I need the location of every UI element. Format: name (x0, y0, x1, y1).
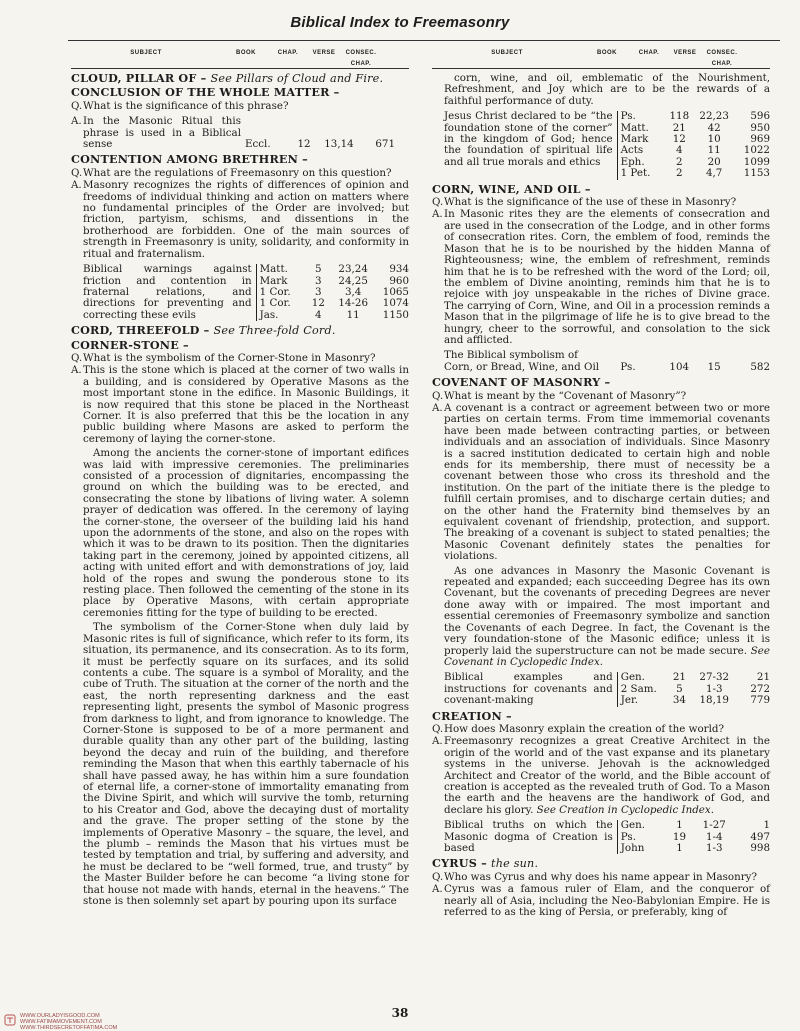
ref-book: Ps. (620, 360, 636, 373)
entry-title: CLOUD, PILLAR OF – (71, 71, 207, 85)
see-reference: See Creation in Cyclopedic Index. (536, 803, 714, 816)
ref-consec: 1150 (382, 308, 409, 321)
ref-verse: 3,4 (344, 285, 362, 298)
header-chap: CHAP. (638, 50, 660, 56)
column-header (432, 48, 770, 69)
ref-book: Gen. (617, 820, 666, 831)
entry-conclusion-title: CONCLUSION OF THE WHOLE MATTER – (71, 85, 340, 100)
ref-desc-line: The Biblical symbolism of (444, 349, 578, 362)
ref-chap: 5 (676, 682, 683, 695)
ref-consec: 21 (756, 671, 770, 684)
paragraph (444, 566, 770, 669)
ref-consec: 950 (750, 121, 770, 134)
ref-book: 1 Cor. (256, 298, 305, 309)
ref-verse: 11 (707, 144, 721, 157)
answer: A. Cyrus was a famous ruler of Elam, and the conqueror of nearly all of Asia, including the Neo-Babylonian Empire. He is referred to as the king of Persia, or preferably, king of (432, 883, 770, 919)
header-verse: VERSE (312, 50, 336, 56)
ref-verse: 4,7 (705, 167, 723, 180)
ref-consec: 1074 (382, 297, 409, 310)
ref-book: 2 Sam. (617, 684, 666, 695)
ref-chap: 21 (672, 121, 686, 134)
ref-consec: 1153 (743, 167, 770, 180)
answer: A. A covenant is a contract or agreement between two or more parties on certain terms. From time immemorial covenants have been made between contracting parties, or between individuals and an association of individuals. Since Masonry is a sacred institution dedicated to certain high and noble ends for its membership, there must of necessity be a covenant between those who cross its threshold and the institution. On the part of the initiate there is the pledge to fulfill certain promises, and to discharge certain duties; and on the other hand the Fraternity bind themselves by an equivalent covenant of friendship, protection, and support. The breaking of a covenant is subject to stated penalties; the Masonic Covenant definitely states the penalties for violations. (432, 401, 770, 563)
entry-creation-title: CREATION – (432, 708, 512, 723)
header-verse: VERSE (673, 50, 697, 56)
ref-verse: 1-3 (705, 682, 723, 695)
see-reference: See Covenant in Cyclopedic Index. (444, 644, 770, 668)
ref-verse: 1-27 (702, 819, 726, 832)
ref-verse: 1-3 (705, 842, 723, 854)
ref-consec: 1065 (382, 285, 409, 298)
ref-book: Jer. (617, 695, 666, 706)
ref-book: John (617, 843, 666, 854)
ref-consec: 934 (389, 263, 409, 276)
ref-book: Acts (617, 145, 666, 156)
ref-verse: 13,14 (324, 138, 354, 151)
ref-verse: 10 (707, 133, 721, 146)
ref-chap: 4 (676, 144, 683, 157)
ref-consec: 272 (750, 682, 770, 695)
header-consec: CONSEC. CHAP. (345, 50, 377, 68)
running-title: Biblical Index to Freemasonry (290, 14, 510, 31)
ref-book: Jas. (256, 310, 305, 321)
entry-cord (71, 325, 409, 336)
reference-table (83, 264, 409, 321)
ref-book: Mark (256, 276, 305, 287)
ref-chap: 104 (669, 360, 690, 373)
entry-cloud (71, 73, 409, 84)
ref-book: 1 Pet. (617, 168, 666, 179)
ref-verse: 1-4 (705, 830, 723, 843)
watermark-logo-icon (4, 1014, 16, 1026)
ref-chap: 118 (669, 110, 690, 123)
ref-verse: 27-32 (699, 671, 730, 684)
ref-verse: 11 (346, 308, 360, 321)
ref-book: Mark (617, 134, 666, 145)
reference-table (444, 111, 770, 179)
ref-verse: 14-26 (338, 297, 368, 310)
ref-book: 1 Cor. (256, 287, 305, 298)
entry-cyrus (432, 858, 770, 869)
ref-consec: 960 (389, 274, 409, 287)
entry-covenant-title: COVENANT OF MASONRY – (432, 375, 611, 390)
ref-verse: 42 (707, 121, 721, 134)
ref-consec: 1099 (743, 155, 770, 168)
question: Q. How does Masonry explain the creation of the world? (432, 722, 724, 735)
ref-chap: 19 (672, 830, 687, 843)
answer: A. Masonry recognizes the rights of differences of opinion and freedoms of individual thinking and action on matters where no fundamental principles of the Order are involved; but friction, partyism, schisms, and dissentions in the brotherhood are forbidden. One of the main sources of strength in Freemasonry is unity, solidarity, and conformity in ritual and fraternalism. (71, 179, 409, 260)
ref-book: Matt. (256, 264, 305, 275)
answer-text: Freemasonry recognizes a great Creative Architect in the origin of the world and of the vast expanse and its planetary systems in the universe. Jehovah is the acknowledged Architect and Creator of the world, and the Bible account of creation is accepted as the revealed truth of God. To a Mason the earth and the heavens are the handiwork of God, and declare his glory. (444, 735, 770, 816)
header-subject: SUBJECT (130, 50, 162, 56)
ref-chap: 3 (315, 285, 322, 298)
reference-table: A. In the Masonic Ritual this phrase is used in a Biblical sense Eccl. 12 13,14 671 (71, 115, 395, 151)
paragraph: The symbolism of the Corner-Stone when duly laid by Masonic rites is full of significance, which refer to its form, its situation, its permanence, and its consecration. As to its form, it must be perfectly square on its surfaces, and its solid contents a cube. The square is a symbol of Morality, and the cube of Truth. The situation at the corner of the north and the east, the north representing darkness and the east representing light, presents the symbol of Masonic progress from darkness to light, and from ignorance to knowledge. The Corner-Stone is supposed to be of a more permanent and durable quality than any other part of the building, lasting beyond the decay and ruin of the building, and therefore reminding the Mason that when this earthly tabernacle of his shall have passed away, he has within him a sure foundation of eternal life, a corner-stone of immortality emanating from the Divine Spirit, and which will survive the tomb, returning to his Creator and God, above the decaying dust of mortality and the grave. The proper setting of the stone by the implements of Operative Masonry – the square, the level, and the plumb – reminds the Mason that his virtues must be tested by temptation and trial, by suffering and adversity, and he must be declared to be “well formed, true, and trusty” by the Master Builder before he can become “a living stone for that house not made with hands, eternal in the heavens.” The stone is then solemnly set apart by pouring upon its surface (83, 621, 409, 908)
answer: A. In Masonic rites they are the elements of consecration and are used in the consecration of the Lodge, and in other forms of consecration rites. Corn, the emblem of food, reminds the Mason that he is to be nourished by the hidden Manna of Righteousness; wine, the emblem of refreshment, reminds him that he is to be refreshed with the word of the Lord; oil, the emblem of Divine anointing, reminds him that he is to rejoice with joy unspeakable in the riches of Divine grace. The carrying of Corn, Wine, and Oil in a procession reminds a Mason that in the pilgrimage of life he is to give bread to the hungry, cheer to the sorrowful, and consolation to the sick and afflicted. (432, 208, 770, 346)
ref-consec: 1022 (743, 144, 770, 157)
ref-chap: 3 (315, 274, 322, 287)
ref-book: Eccl. (245, 138, 271, 151)
entry-contention-title: CONTENTION AMONG BRETHREN – (71, 152, 308, 167)
answer: A. This is the stone which is placed at the corner of two walls in a building, and is considered by Operative Masons as the most important stone in the edifice. In Masonic Buildings, it is now required that this stone be placed in the Northeast Corner. It is also preferred that this be the location in any public building where Masons are asked to perform the ceremony of laying the corner-stone. (71, 364, 409, 445)
answer: In the Masonic Ritual this phrase is used in a Biblical sense (83, 115, 241, 151)
entry-see: See Three-fold Cord. (213, 324, 336, 338)
ref-chap: 12 (297, 138, 311, 151)
ref-description (444, 350, 617, 373)
entry-see: the sun. (491, 857, 539, 871)
ref-verse: 23,24 (338, 263, 368, 276)
ref-consec: 779 (750, 694, 770, 707)
ref-chap: 12 (672, 133, 686, 146)
answer: A. Freemasonry recognizes a great Creative Architect in the origin of the world and of the vast expanse and its planetary systems in the universe. Jehovah is the acknowledged Architect and Creator of the world, and the Bible account of creation is accepted as the revealed truth of God. To a Mason the earth and the heavens are the handiwork of God, and declare his glory. See Creation in Cyclopedic Index. (432, 735, 770, 816)
right-column (432, 48, 770, 919)
ref-chap: 5 (315, 263, 322, 276)
entry-title: CYRUS – (432, 856, 487, 871)
ref-chap: 34 (672, 694, 686, 707)
left-column (71, 48, 409, 910)
ref-description: Biblical truths on which the Masonic dogma of Creation is based (444, 819, 613, 854)
ref-consec: 998 (750, 842, 770, 854)
watermark-line[interactable]: WWW.THIRDSECRETOFFATIMA.COM (20, 1025, 118, 1031)
paragraph: Among the ancients the corner-stone of important edifices was laid with impressive ceremonies. The preliminaries consisted of a procession of dignitaries, encompassing the ground on which the building was to be erected, and consecrating the stone by libations of living water. A solemn prayer of dedication was offered. In the ceremony of laying the corner-stone, the overseer of the building laid his hand upon the adornments of the stone, and also on the ropes with which it was to be drawn to its position. Then the dignitaries taking part in the ceremony, joined by appointed citizens, all acting with united effort and with demonstrations of joy, laid hold of the ropes and swung the ponderous stone to its resting place. Then followed the cementing of the stone in its place by Operative Masons, with certain appropriate ceremonies fitting for the type of building to be erected. (83, 447, 409, 619)
ref-book: Matt. (617, 123, 666, 134)
ref-consec: 969 (750, 133, 770, 146)
ref-chap: 1 (676, 842, 683, 854)
paragraph-text: As one advances in Masonry the Masonic Covenant is repeated and expanded; each succeeding Degree has its own Covenant, but the covenants of preceding Degrees are never done away with or impaired. The most important and essential ceremonies of Freemasonry symbolize and sanction the Covenants of each Degree. In fact, the Covenant is the very foundation-stone of the Masonic edifice; unless it is properly laid the superstructure can not be made secure. (444, 564, 770, 657)
ref-chap: 2 (676, 155, 683, 168)
entry-title: CORD, THREEFOLD – (71, 323, 210, 338)
header-consec: CONSEC. CHAP. (706, 50, 738, 68)
ref-chap: 4 (315, 308, 322, 321)
ref-chap: 12 (311, 297, 325, 310)
watermark (20, 1013, 117, 1031)
watermark-line[interactable]: WWW.OURLADYISGOOD.COM (20, 1013, 100, 1019)
column-header (71, 48, 409, 69)
ref-consec: 671 (375, 138, 395, 151)
watermark-line[interactable]: WWW.FATIMAMOVEMENT.COM (20, 1019, 102, 1025)
ref-desc-line: Corn, or Bread, Wine, and Oil (444, 360, 600, 373)
title-rule (68, 40, 780, 41)
ref-chap: 2 (676, 167, 683, 180)
ref-verse: 15 (707, 360, 721, 373)
reference-table (444, 820, 770, 854)
ref-book: Gen. (617, 672, 666, 683)
ref-book: Eph. (617, 157, 666, 168)
header-book: BOOK (597, 50, 617, 56)
entry-corn-title: CORN, WINE, AND OIL – (432, 181, 591, 196)
entry-see: See Pillars of Cloud and Fire. (210, 72, 384, 85)
ref-consec: 596 (750, 110, 770, 123)
question: Q. What is meant by the “Covenant of Masonry”? (432, 389, 687, 402)
ref-description: Biblical warnings against friction and contention in fraternal relations, and directions for preventing and correcting these evils (83, 263, 252, 321)
ref-consec: 582 (750, 360, 770, 373)
question: Q. What are the regulations of Freemasonry on this question? (71, 166, 392, 179)
entry-corner-title: CORNER-STONE – (71, 337, 189, 352)
ref-consec: 1 (763, 819, 770, 832)
paragraph: corn, wine, and oil, emblematic of the Nourishment, Refreshment, and Joy which are to be the rewards of a faithful performance of duty. (444, 72, 770, 107)
reference-table (444, 350, 770, 373)
ref-verse: 18,19 (699, 694, 729, 707)
page-number: 38 (391, 1006, 409, 1020)
question: Q. What is the significance of the use of these in Masonry? (432, 196, 737, 209)
ref-description: Biblical examples and instructions for covenants and covenant-making (444, 671, 613, 707)
question: Q. What is the significance of this phrase? (71, 99, 289, 112)
header-chap: CHAP. (277, 50, 299, 56)
reference-table (444, 672, 770, 706)
ref-consec: 497 (750, 830, 770, 843)
ref-verse: 24,25 (338, 274, 368, 287)
ref-book: Ps. (617, 832, 666, 843)
ref-verse: 22,23 (699, 110, 729, 123)
ref-book: Ps. (617, 111, 666, 122)
header-subject: SUBJECT (491, 50, 523, 56)
header-book: BOOK (236, 50, 256, 56)
question: Q. Who was Cyrus and why does his name appear in Masonry? (432, 870, 758, 883)
ref-chap: 1 (676, 819, 683, 832)
ref-chap: 21 (672, 671, 686, 684)
ref-verse: 20 (707, 155, 721, 168)
question: Q. What is the symbolism of the Corner-Stone in Masonry? (71, 351, 376, 364)
ref-description: Jesus Christ declared to be “the foundation stone of the corner” in the kingdom of God; hence the foundation of spiritual life and all true morals and ethics (444, 110, 613, 168)
